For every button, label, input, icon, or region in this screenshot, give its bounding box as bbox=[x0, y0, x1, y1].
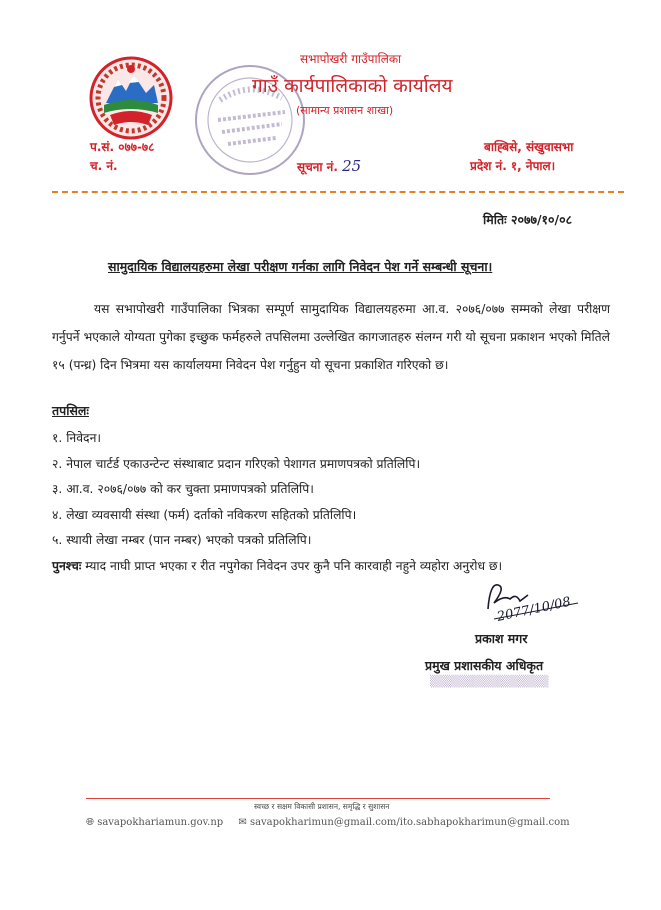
mail-icon: ✉ bbox=[238, 817, 247, 828]
letter-date: मितिः २०७७/१०/०८ bbox=[483, 212, 573, 227]
reference-number: प.सं. ०७७-७८ bbox=[90, 140, 155, 154]
section-name: (सामान्य प्रशासन शाखा) bbox=[296, 104, 394, 117]
details-heading: तपसिलः bbox=[52, 403, 89, 418]
address-line-2: प्रदेश नं. १, नेपाल। bbox=[470, 159, 556, 173]
signatory-name: प्रकाश मगर bbox=[475, 631, 528, 646]
postscript-text: म्याद नाघी प्राप्त भएका र रीत नपुगेका निवेदन उपर कुनै पनि कारवाही नहुने व्यहोरा अनुरोध छ। bbox=[85, 559, 503, 573]
email-links[interactable]: savapokharimun@gmail.com/ito.sabhapokharimun@gmail.com bbox=[249, 817, 570, 828]
address-line-1: बाह्बिसे, संखुवासभा bbox=[484, 140, 574, 154]
list-item: २. नेपाल चार्टर्ड एकाउन्टेन्ट संस्थाबाट प्रदान गरिएको पेशागत प्रमाणपत्रको प्रतिलिपि। bbox=[52, 457, 421, 471]
notice-number-value: 25 bbox=[342, 157, 362, 175]
svg-text:2077/10/08: 2077/10/08 bbox=[495, 594, 573, 625]
signature-icon bbox=[480, 575, 590, 625]
signatory-designation: प्रमुख प्रशासकीय अधिकृत bbox=[425, 658, 544, 673]
footer-motto: स्वच्छ र सक्षम विकासी प्रशासन, समृद्धि र सुशासन bbox=[254, 802, 390, 811]
website-link[interactable]: savapokhariamun.gov.np bbox=[97, 817, 224, 828]
notice-number-label: सूचना नं. bbox=[297, 160, 338, 174]
notice-subject: सामुदायिक विद्यालयहरुमा लेखा परीक्षण गर्नका लागि निवेदन पेश गर्ने सम्बन्धी सूचना। bbox=[108, 259, 493, 274]
nepal-emblem-icon bbox=[88, 55, 174, 141]
globe-icon: 🌐︎ bbox=[86, 817, 94, 828]
dispatch-number: च. नं. bbox=[90, 159, 118, 173]
footer-divider bbox=[86, 798, 550, 799]
header-divider bbox=[52, 191, 624, 193]
notice-number bbox=[297, 157, 361, 175]
list-item: ५. स्थायी लेखा नम्बर (पान नम्बर) भएको पत्रको प्रतिलिपि। bbox=[52, 533, 312, 547]
postscript-label: पुनश्चः bbox=[52, 559, 82, 573]
municipality-name: सभापोखरी गाउँपालिका bbox=[300, 52, 402, 66]
list-item: १. निवेदन। bbox=[52, 431, 102, 445]
footer-contacts bbox=[86, 817, 570, 828]
list-item: ३. आ.व. २०७६/०७७ को कर चुक्ता प्रमाणपत्रको प्रतिलिपि। bbox=[52, 482, 314, 496]
office-title: गाउँ कार्यपालिकाको कार्यालय bbox=[252, 75, 453, 97]
faded-stamp-mark: ▒▒▒▒▒▒▒▒▒▒▒▒▒▒ bbox=[430, 675, 549, 688]
postscript bbox=[52, 557, 502, 574]
list-item: ४. लेखा व्यवसायी संस्था (फर्म) दर्ताको नविकरण सहितको प्रतिलिपि। bbox=[52, 508, 357, 522]
notice-body: यस सभापोखरी गाउँपालिका भित्रका सम्पूर्ण सामुदायिक विद्यालयहरुमा आ.व. २०७६/०७७ सम्मको लेखा परीक्षण गर्नुपर्ने भएकाले योग्यता पुगेका इच्छुक फर्महरुले तपसिलमा उल्लेखित कागजातहरु संलग्न गरी यो सूचना प्रकाशन भएको मितिले १५ (पन्ध्र) दिन भित्रमा यस कार्यालयमा निवेदन पेश गर्नुहुन यो सूचना प्रकाशित गरिएको छ। bbox=[52, 302, 610, 372]
